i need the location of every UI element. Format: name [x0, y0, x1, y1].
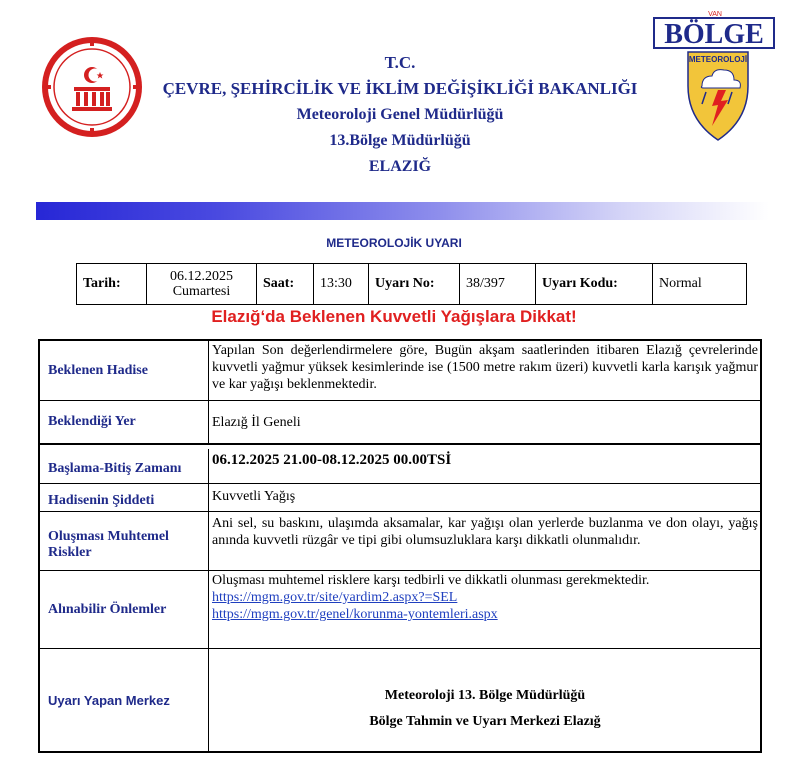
warning-info-table — [76, 263, 747, 305]
header-gradient-bar — [36, 202, 769, 220]
warning-no-label: Uyarı No: — [369, 264, 460, 305]
warning-code-value: Normal — [653, 264, 747, 305]
possible-risks-value: Ani sel, su baskını, ulaşımda aksamalar, kar yağışı olan yerlerde buzlanma ve don olayı, yağış anında kuvvetli rüzgâr ve tipi gibi olumsuzluklara karşı dikkatli olunmalıdır. — [212, 516, 758, 548]
start-end-time-value: 06.12.2025 21.00-08.12.2025 00.00TSİ — [212, 452, 452, 468]
warning-headline: Elazığ‘da Beklenen Kuvvetli Yağışlara Dikkat! — [211, 307, 577, 326]
expected-event-label: Beklenen Hadise — [40, 341, 209, 400]
row-expected-location — [40, 401, 760, 445]
header-line-ministry: ÇEVRE, ŞEHİRCİLİK VE İKLİM DEĞİŞİKLİĞİ BAKANLIĞI — [162, 79, 638, 98]
severity-value: Kuvvetli Yağış — [212, 489, 296, 504]
logo-sub-text: METEOROLOJİ — [688, 55, 748, 64]
date-label: Tarih: — [77, 264, 147, 305]
time-value: 13:30 — [314, 264, 369, 305]
possible-risks-label: Oluşması Muhtemel Riskler — [40, 512, 209, 570]
header-title-block — [150, 50, 650, 180]
issuing-center-line-1: Meteoroloji 13. Bölge Müdürlüğü — [384, 688, 586, 703]
logo-top-text: VAN — [708, 11, 722, 18]
date-value: 06.12.2025 — [170, 269, 233, 284]
ministry-seal-logo — [40, 35, 144, 139]
time-label: Saat: — [257, 264, 314, 305]
header-line-city: ELAZIĞ — [368, 158, 432, 175]
regional-meteorology-logo — [652, 8, 778, 143]
logo-word: BÖLGE — [664, 19, 764, 50]
row-issuing-center — [40, 649, 760, 751]
row-expected-event — [40, 341, 760, 401]
header-line-region: 13.Bölge Müdürlüğü — [329, 132, 471, 149]
expected-location-value: Elazığ İl Geneli — [212, 415, 301, 430]
row-precautions — [40, 571, 760, 649]
issuing-center-cell — [210, 649, 760, 751]
precautions-cell — [210, 571, 760, 648]
header-line-tc: T.C. — [384, 53, 416, 72]
issuing-center-line-2: Bölge Tahmin ve Uyarı Merkezi Elazığ — [369, 714, 601, 729]
header-line-directorate: Meteoroloji Genel Müdürlüğü — [296, 106, 504, 123]
expected-location-label: Beklendiği Yer — [40, 401, 209, 443]
row-possible-risks — [40, 512, 760, 571]
expected-event-value: Yapılan Son değerlendirmelere göre, Bugün akşam saatlerinden itibaren Elazığ çevrelerinde kuvvetli yağmur yüksek kesimlerinde ise (1500 metre rakım üzeri) kuvvetli karla karışık yağmur ve kar yağışı beklenmektedir. — [212, 343, 758, 392]
date-cell — [147, 264, 257, 305]
document-title: METEOROLOJİK UYARI — [326, 236, 462, 250]
row-start-end-time — [40, 449, 760, 484]
link-protection-methods[interactable]: https://mgm.gov.tr/genel/korunma-yontemleri.aspx — [212, 607, 498, 622]
severity-label: Hadisenin Şiddeti — [40, 484, 209, 511]
row-severity — [40, 484, 760, 512]
warning-details-table — [38, 339, 762, 753]
precautions-text: Oluşması muhtemel risklere karşı tedbirli ve dikkatli olunması gerekmektedir. — [212, 573, 650, 588]
start-end-time-label: Başlama-Bitiş Zamanı — [40, 449, 209, 483]
link-flood-help[interactable]: https://mgm.gov.tr/site/yardim2.aspx?=SEL — [212, 590, 458, 605]
warning-code-label: Uyarı Kodu: — [536, 264, 653, 305]
precautions-label: Alınabilir Önlemler — [40, 571, 209, 648]
warning-no-value: 38/397 — [460, 264, 536, 305]
issuing-center-label: Uyarı Yapan Merkez — [40, 649, 209, 751]
day-value: Cumartesi — [172, 284, 231, 299]
